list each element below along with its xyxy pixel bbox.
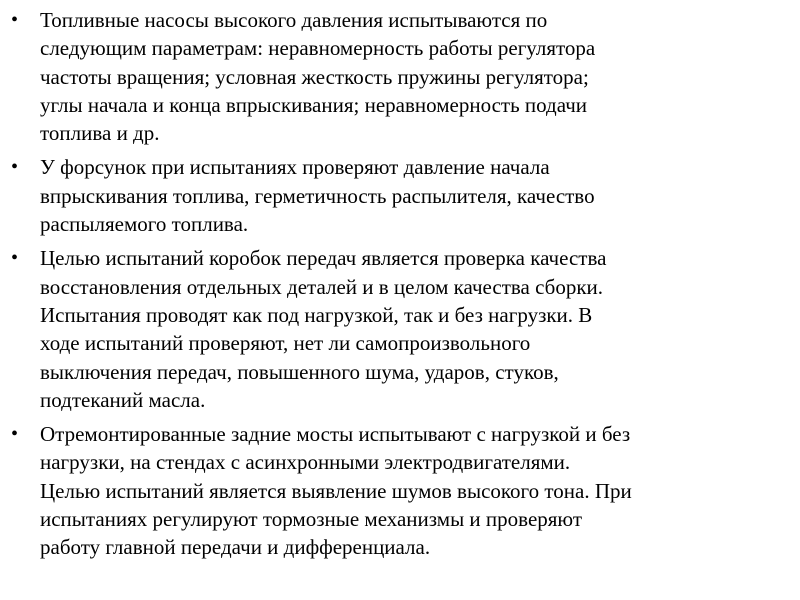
- bullet-icon: •: [11, 156, 19, 179]
- text-line: восстановления отдельных деталей и в целом качества сборки.: [40, 274, 604, 299]
- text-line: испытаниях регулируют тормозные механизмы и проверяют: [40, 507, 583, 532]
- text-line: Топливные насосы высокого давления испытываются по: [40, 8, 548, 32]
- text-line: распыляемого топлива.: [40, 212, 249, 237]
- bullet-item: [0, 244, 800, 414]
- text-line: впрыскивания топлива, герметичность распылителя, качество: [40, 183, 595, 208]
- text-line: частоты вращения; условная жесткость пружины регулятора;: [40, 64, 589, 89]
- text-line: У форсунок при испытаниях проверяют давление начала: [40, 155, 550, 180]
- text-line: Целью испытаний коробок передач является проверка качества: [40, 246, 607, 271]
- text-line: топлива и др.: [40, 121, 160, 146]
- bullet-item: [0, 153, 800, 238]
- bullet-text: [40, 420, 796, 561]
- bullet-text: [40, 6, 796, 147]
- text-line: углы начала и конца впрыскивания; неравномерность подачи: [40, 92, 588, 117]
- bullet-icon: •: [11, 247, 19, 270]
- bullet-list: [0, 6, 800, 568]
- bullet-item: [0, 6, 800, 147]
- text-line: следующим параметрам: неравномерность работы регулятора: [40, 36, 596, 61]
- text-line: выключения передач, повышенного шума, ударов, стуков,: [40, 359, 559, 384]
- bullet-text: [40, 244, 796, 414]
- text-line: работу главной передачи и дифференциала.: [40, 535, 431, 560]
- bullet-item: [0, 420, 800, 561]
- bullet-icon: •: [11, 9, 19, 31]
- bullet-icon: •: [11, 423, 19, 446]
- text-line: нагрузки, на стендах с асинхронными электродвигателями.: [40, 450, 571, 475]
- bullet-text: [40, 153, 796, 238]
- text-line: Испытания проводят как под нагрузкой, так и без нагрузки. В: [40, 302, 593, 327]
- text-line: Целью испытаний является выявление шумов высокого тона. При: [40, 478, 632, 503]
- text-line: ходе испытаний проверяют, нет ли самопроизвольного: [40, 331, 531, 356]
- text-line: Отремонтированные задние мосты испытывают с нагрузкой и без: [40, 422, 631, 447]
- text-line: подтеканий масла.: [40, 387, 206, 412]
